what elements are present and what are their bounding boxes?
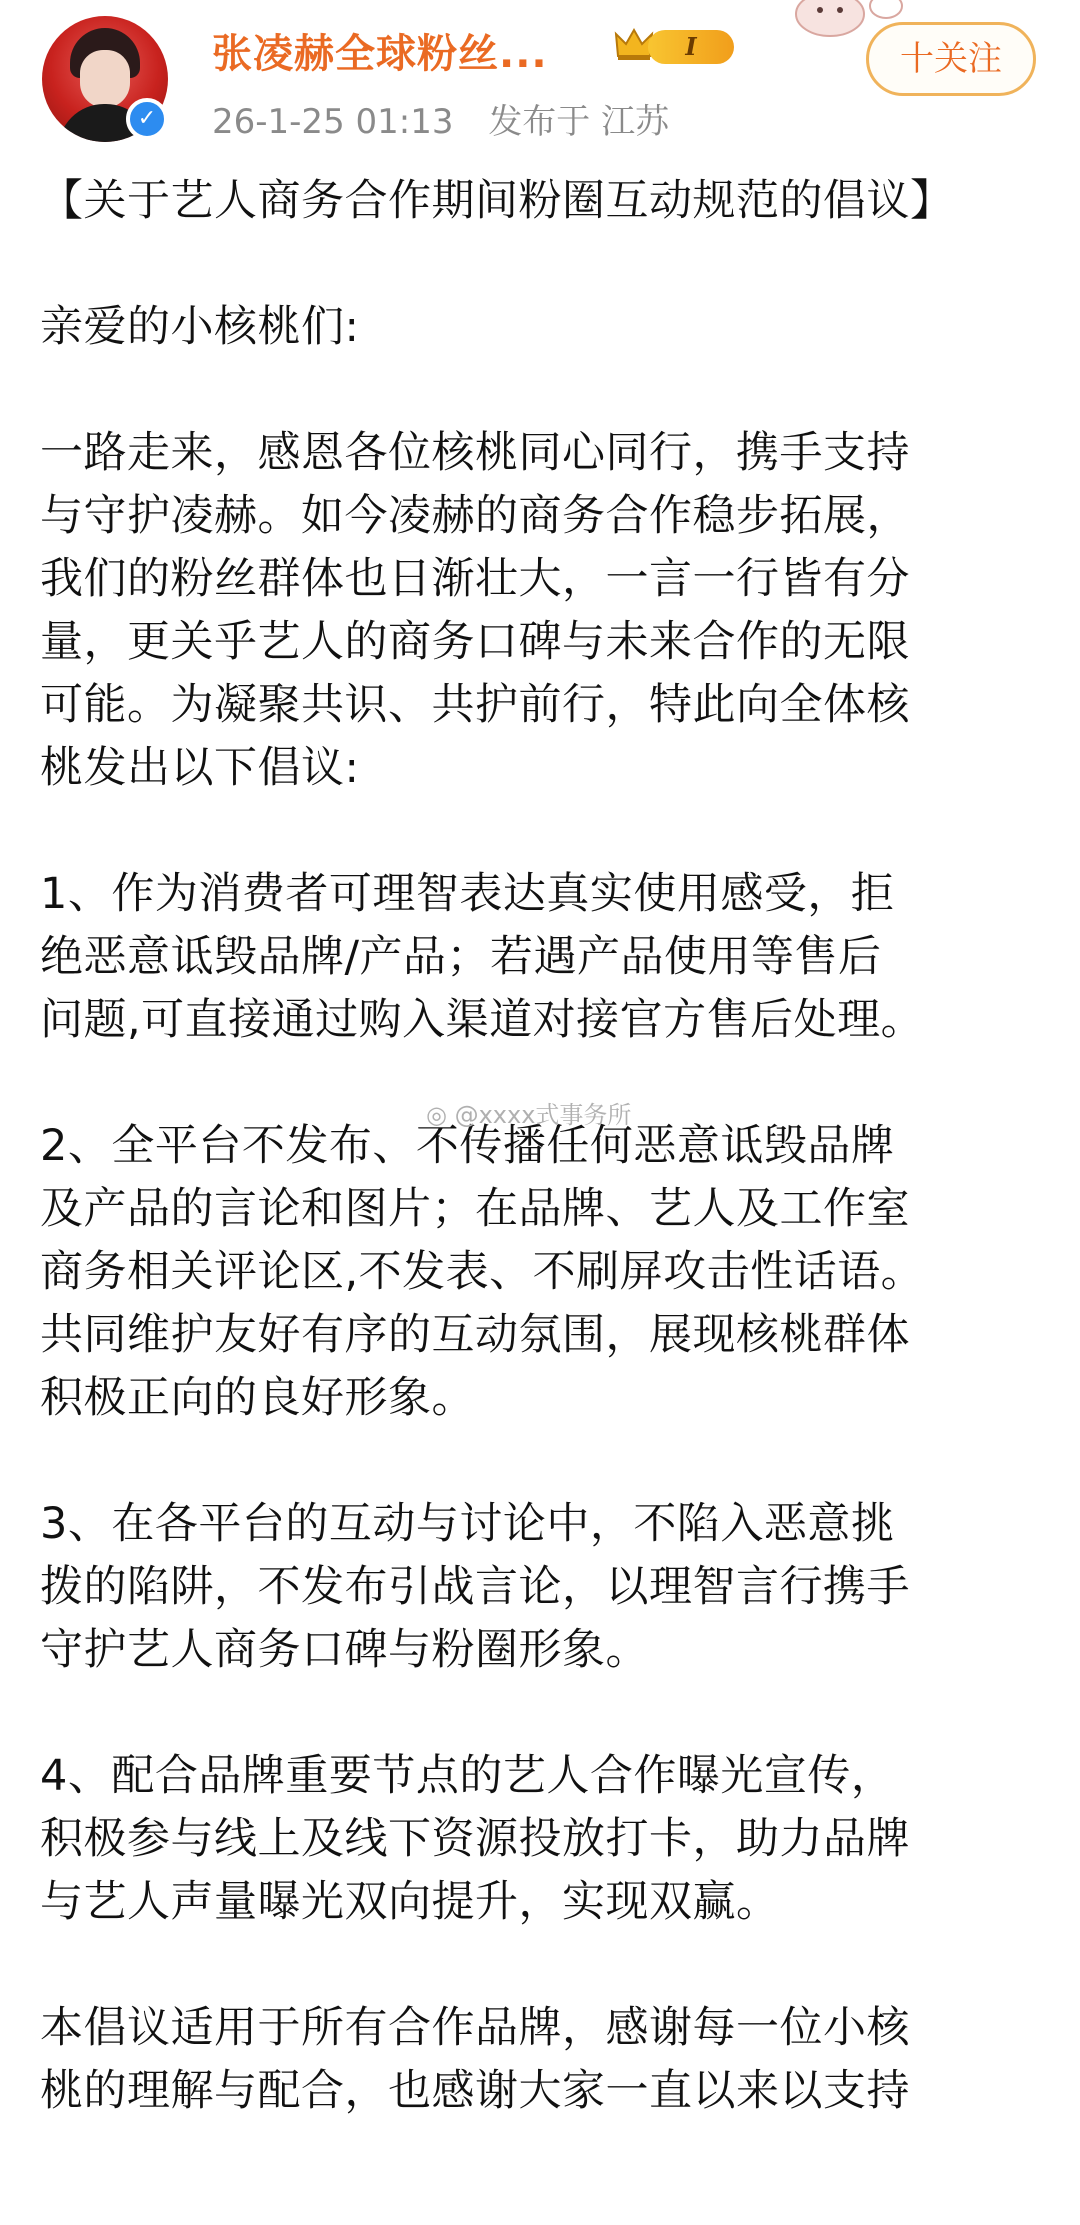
- greeting-line: 亲爱的小核桃们:: [40, 302, 360, 352]
- item4-line: 与艺人声量曝光双向提升，实现双赢。: [40, 1877, 780, 1927]
- post-header: [0, 0, 1080, 160]
- item2-line: 共同维护友好有序的互动氛围，展现核桃群体: [40, 1310, 910, 1360]
- intro-line: 我们的粉丝群体也日渐壮大，一言一行皆有分: [40, 554, 910, 604]
- post-body: [40, 170, 1050, 2123]
- item1-line: 1、作为消费者可理智表达真实使用感受，拒: [40, 869, 895, 919]
- intro-line: 量，更关乎艺人的商务口碑与未来合作的无限: [40, 617, 910, 667]
- intro-line: 桃发出以下倡议:: [40, 743, 360, 793]
- item2-line: 及产品的言论和图片；在品牌、艺人及工作室: [40, 1184, 910, 1234]
- item3-line: 拨的陷阱，不发布引战言论，以理智言行携手: [40, 1562, 910, 1612]
- intro-line: 一路走来，感恩各位核桃同心同行，携手支持: [40, 428, 910, 478]
- bottom-fade: [0, 2150, 1080, 2225]
- intro-line: 可能。为凝聚共识、共护前行，特此向全体核: [40, 680, 910, 730]
- item4-line: 积极参与线上及线下资源投放打卡，助力品牌: [40, 1814, 910, 1864]
- intro-line: 与守护凌赫。如今凌赫的商务合作稳步拓展，: [40, 491, 910, 541]
- closing-line: 桃的理解与配合，也感谢大家一直以来以支持: [40, 2066, 910, 2116]
- item2-line: 2、全平台不发布、不传播任何恶意诋毁品牌: [40, 1121, 895, 1171]
- item2-line: 商务相关评论区,不发表、不刷屏攻击性话语。: [40, 1247, 925, 1297]
- post-location: 发布于 江苏: [488, 102, 670, 142]
- item3-line: 守护艺人商务口碑与粉圈形象。: [40, 1625, 649, 1675]
- post-timestamp: 26-1-25 01:13: [212, 102, 454, 142]
- item3-line: 3、在各平台的互动与讨论中，不陷入恶意挑: [40, 1499, 895, 1549]
- article-title: 【关于艺人商务合作期间粉圈互动规范的倡议】: [40, 176, 954, 226]
- author-name[interactable]: 张凌赫全球粉丝...: [212, 31, 548, 77]
- fan-level-badge: I: [648, 30, 734, 64]
- watermark-label: @xxxx式事务所: [454, 1101, 632, 1129]
- item1-line: 问题,可直接通过购入渠道对接官方售后处理。: [40, 995, 925, 1045]
- closing-line: 本倡议适用于所有合作品牌，感谢每一位小核: [40, 2003, 910, 2053]
- weibo-logo-icon: ◎: [426, 1101, 447, 1129]
- post-meta: [212, 94, 669, 143]
- watermark-text: [426, 1095, 631, 1130]
- item2-line: 积极正向的良好形象。: [40, 1373, 475, 1423]
- verified-icon: ✓: [126, 98, 168, 140]
- item1-line: 绝恶意诋毁品牌/产品；若遇产品使用等售后: [40, 932, 882, 982]
- item4-line: 4、配合品牌重要节点的艺人合作曝光宣传，: [40, 1751, 895, 1801]
- follow-button[interactable]: 十关注: [866, 22, 1036, 96]
